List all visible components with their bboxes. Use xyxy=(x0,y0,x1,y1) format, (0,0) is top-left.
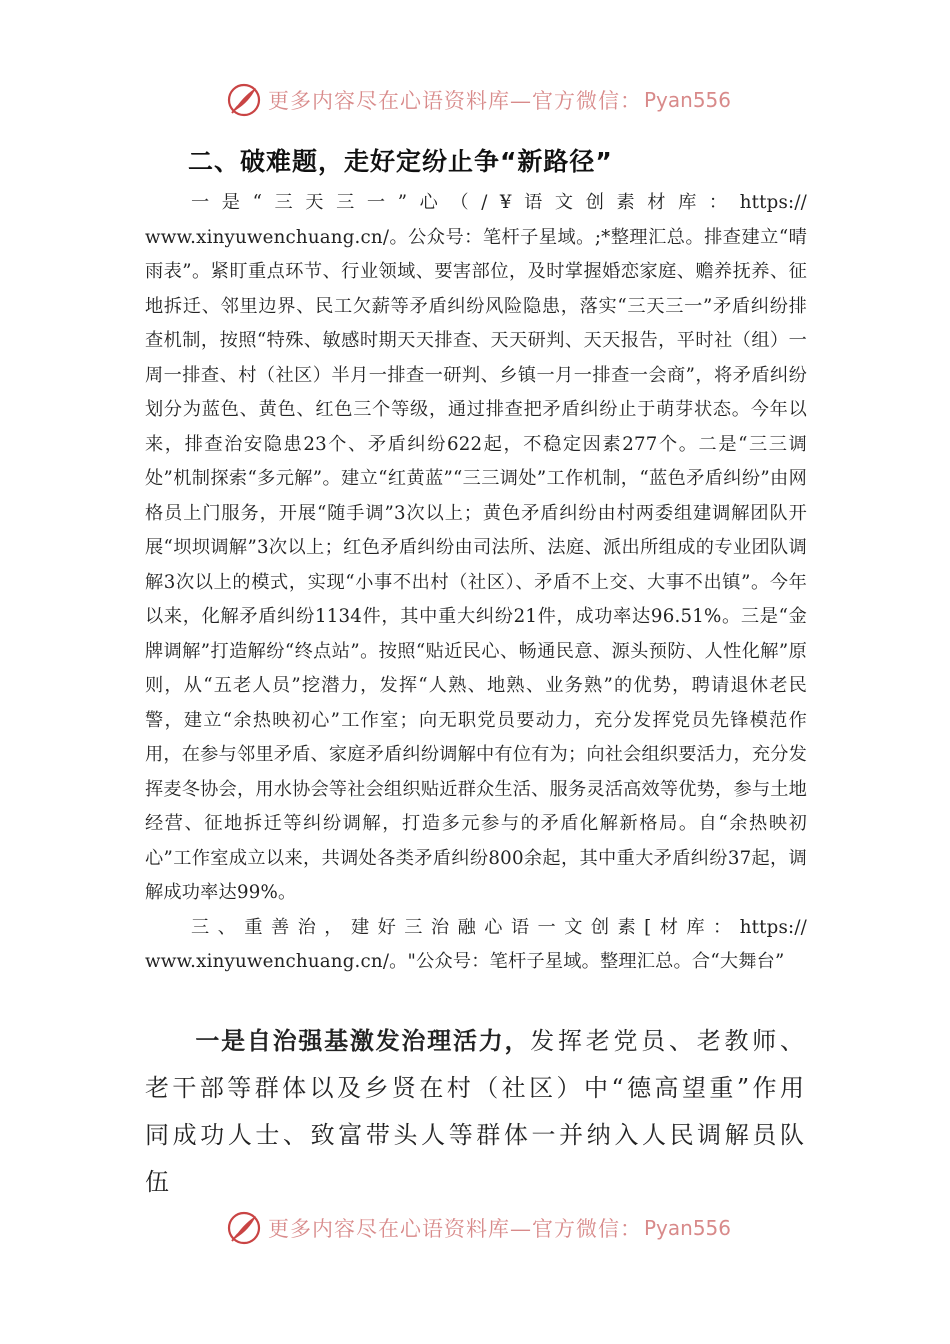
para1-first-line-char: / xyxy=(481,192,488,213)
para2-first-line-char: ： xyxy=(713,916,732,938)
watermark-banner-top xyxy=(226,78,731,122)
banner-wechat-id: Pyan556 xyxy=(644,88,732,112)
watermark-banner-bottom xyxy=(226,1206,731,1250)
para1-first-line-char: ” xyxy=(397,192,408,213)
para2-first-line-char: 心 xyxy=(484,916,503,938)
para2-first-line-char: ， xyxy=(324,916,343,938)
para2-first-line-char: 好 xyxy=(377,916,396,938)
para2-first-line-char: 语 xyxy=(510,916,530,938)
para2-first-line-char: 材 xyxy=(659,916,679,938)
large-paragraph xyxy=(145,1018,807,1206)
para1-first-line-char: 库 xyxy=(678,192,697,213)
para1-first-line-char: 素 xyxy=(616,192,635,213)
para1-first-line-char: ¥ xyxy=(499,192,512,213)
para1-first-line-char: 材 xyxy=(647,192,666,213)
para2-first-line-char: 、 xyxy=(217,916,237,938)
para2-first-line-char: 创 xyxy=(590,916,610,938)
para1-first-line-char: 三 xyxy=(274,192,293,213)
para1-first-line-char: 天 xyxy=(305,192,324,213)
banner-text: 更多内容尽在心语资料库—官方微信： xyxy=(268,1217,642,1241)
para1-first-line-char: 一 xyxy=(191,192,210,213)
para2-first-line-char: [ xyxy=(644,916,652,938)
para2-first-line-char: https:// xyxy=(739,916,807,938)
para1-first-line-char: “ xyxy=(252,192,263,213)
para1-first-line-char: https:// xyxy=(739,192,807,213)
para2-rest: www.xinyuwenchuang.cn/。"公众号：笔杆子星域。整理汇总。合“大舞台” xyxy=(145,951,785,972)
para2-first-line-char: 治 xyxy=(297,916,317,938)
para2-first-line xyxy=(145,911,807,946)
para3-text: 发挥老党员、老教师、老干部等群体以及乡贤在村（社区）中“德高望重”作用同成功人士、致富带头人等群体一并纳入人民调解员队伍 xyxy=(145,1027,808,1196)
para2-first-line-char: 善 xyxy=(270,916,290,938)
para1-first-line xyxy=(145,186,807,221)
para2-first-line-char: 融 xyxy=(457,916,476,938)
para2-first-line-char: 重 xyxy=(244,916,263,938)
para1-first-line-char: 语 xyxy=(524,192,543,213)
para2-first-line-char: 素 xyxy=(617,916,636,938)
para1-rest: www.xinyuwenchuang.cn/。公众号：笔杆子星域。;*整理汇总。排查建立“晴雨表”。紧盯重点环节、行业领域、要害部位，及时掌握婚恋家庭、赡养抚养、征地拆迁、邻里边界、民工欠薪等矛盾纠纷风险隐患，落实“三天三一”矛盾纠纷排查机制，按照“特殊、敏感时期天天排查、天天研判、天天报告，平时社（组）一周一排查、村（社区）半月一排查一研判、乡镇一月一排查一会商”，将矛盾纠纷划分为蓝色、黄色、红色三个等级，通过排查把矛盾纠纷止于萌芽状态。今年以来，排查治安隐患23个、矛盾纠纷622起，不稳定因素277个。二是“三三调处”机制探索“多元解”。建立“红黄蓝”“三三调处”工作机制，“蓝色矛盾纠纷”由网格员上门服务，开展“随手调”3次以上；黄色矛盾纠纷由村两委组建调解团队开展“坝坝调解”3次以上；红色矛盾纠纷由司法所、法庭、派出所组成的专业团队调解3次以上的模式，实现“小事不出村（社区）、矛盾不上交、大事不出镇”。今年以来，化解矛盾纠纷1134件，其中重大纠纷21件，成功率达96.51%。三是“金牌调解”打造解纷“终点站”。按照“贴近民心、畅通民意、源头预防、人性化解”原则，从“五老人员”挖潜力，发挥“人熟、地熟、业务熟”的优势，聘请退休老民警，建立“余热映初心”工作室；向无职党员要动力，充分发挥党员先锋模范作用，在参与邻里矛盾、家庭矛盾纠纷调解中有位有为；向社会组织要活力，充分发挥麦冬协会，用水协会等社会组织贴近群众生活、服务灵活高效等优势，参与土地经营、征地拆迁等纠纷调解，打造多元参与的矛盾化解新格局。自“余热映初心”工作室成立以来，共调处各类矛盾纠纷800余起，其中重大矛盾纠纷37起，调解成功率达99%。 xyxy=(145,226,807,903)
section-heading: 二、破难题，走好定纷止争“新路径” xyxy=(188,147,613,176)
body-text xyxy=(145,186,807,980)
para2-first-line-char: 三 xyxy=(404,916,423,938)
para1-first-line-char: （ xyxy=(450,192,469,213)
para2-first-line-char: 一 xyxy=(537,916,556,938)
para2-first-line-char: 建 xyxy=(350,916,370,938)
para1-first-line-char: 文 xyxy=(554,192,574,213)
para1-first-line-char: 创 xyxy=(585,192,605,213)
para2-first-line-char: 文 xyxy=(564,916,583,938)
para3-bold-lead: 一是自治强基激发治理活力， xyxy=(195,1027,531,1055)
banner-text: 更多内容尽在心语资料库—官方微信： xyxy=(268,89,642,113)
para1-first-line-char: 三 xyxy=(336,192,355,213)
quill-logo-icon xyxy=(226,1210,262,1246)
para1-first-line-char: 心 xyxy=(419,192,438,213)
para2-first-line-char: 库 xyxy=(686,916,705,938)
para1-first-line-char: 一 xyxy=(366,192,386,213)
para2-first-line-char: 治 xyxy=(430,916,450,938)
para1-first-line-char: ： xyxy=(708,192,728,213)
quill-logo-icon xyxy=(226,82,262,118)
banner-wechat-id: Pyan556 xyxy=(644,1216,732,1240)
para1-first-line-char: 是 xyxy=(221,192,241,213)
para2-first-line-char: 三 xyxy=(191,916,210,938)
